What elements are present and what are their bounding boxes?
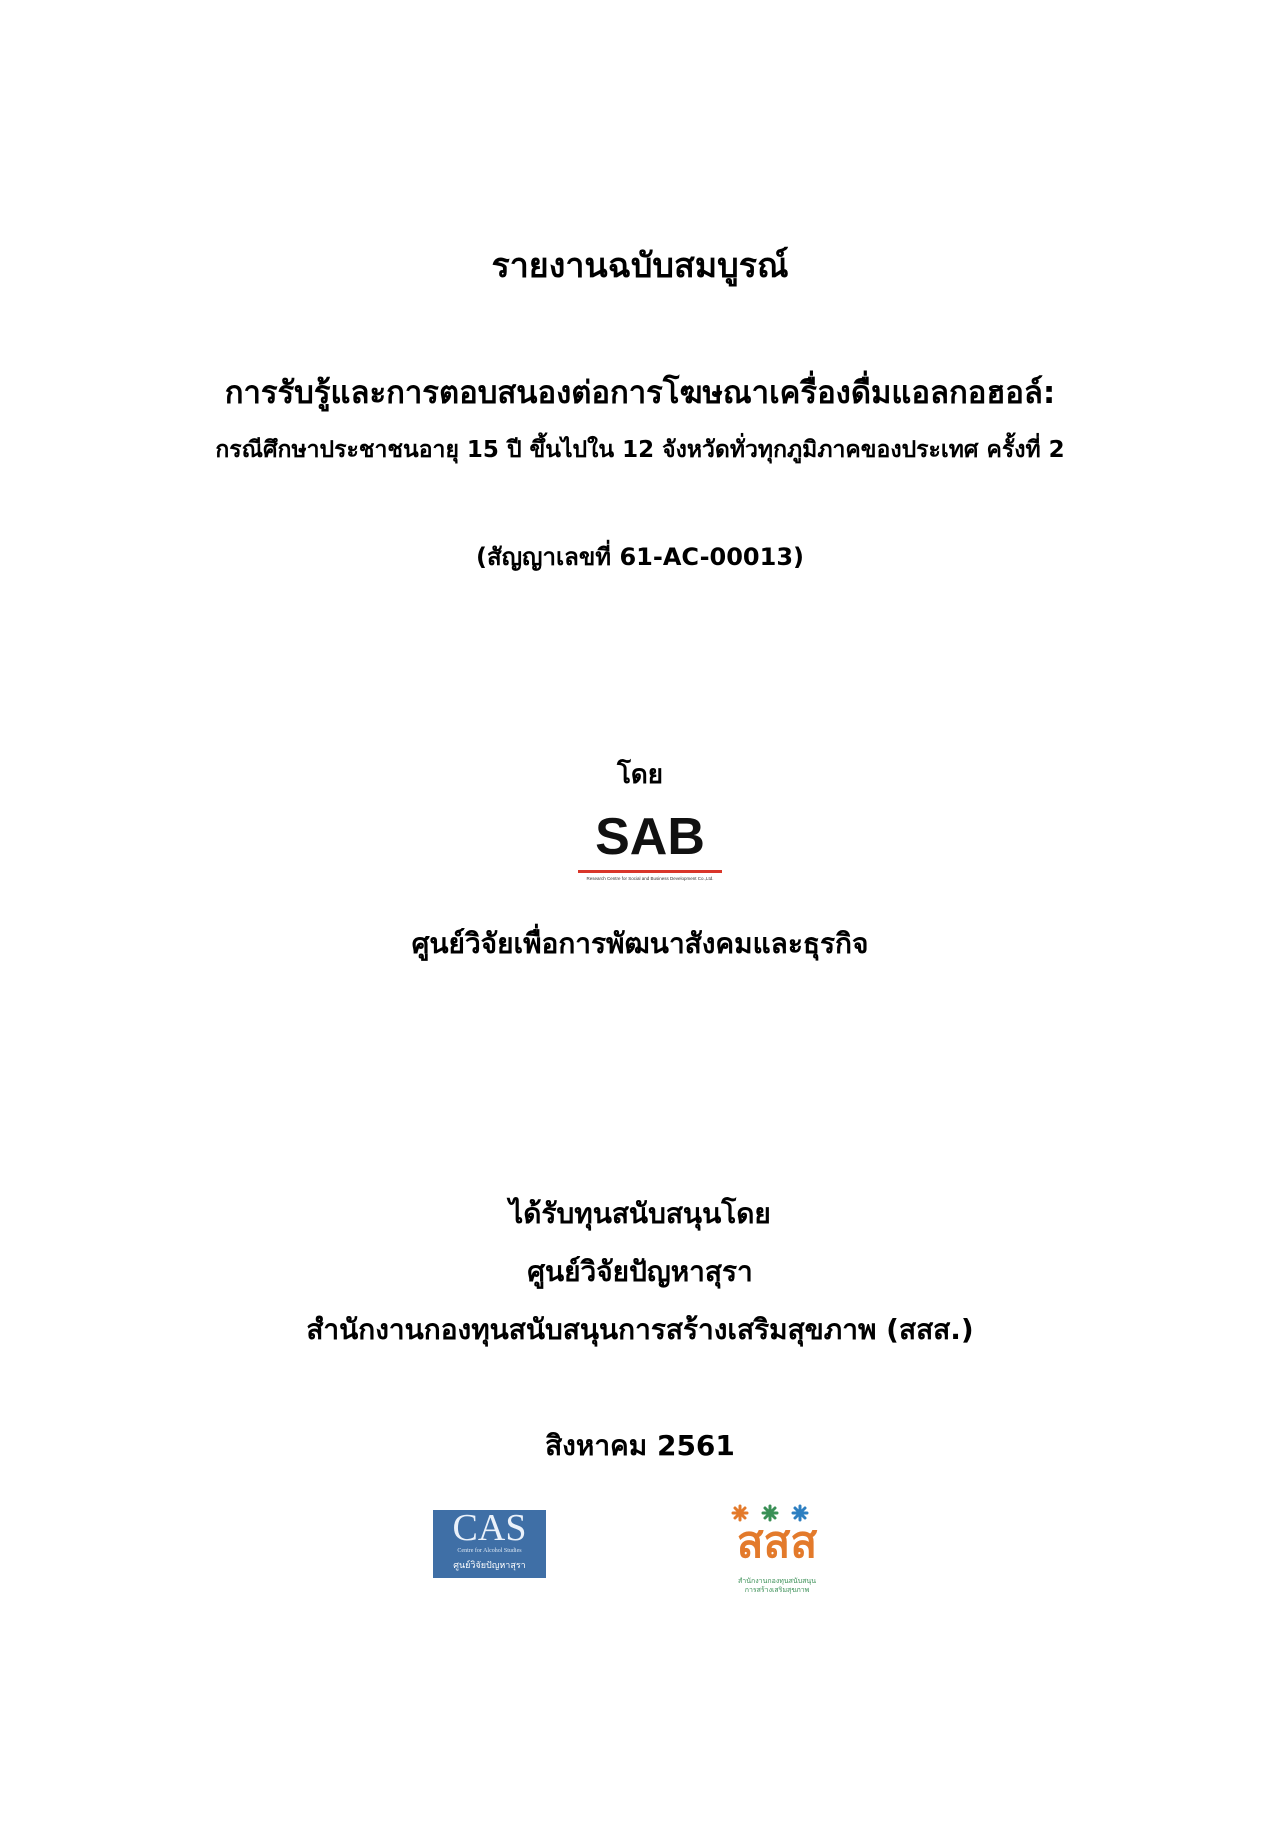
sab-logo-text: SAB (595, 808, 705, 866)
thaihealth-logo-sub-2: การสร้างเสริมสุขภาพ (744, 1586, 810, 1594)
funder-cas: ศูนย์วิจัยปัญหาสุรา (527, 1255, 753, 1288)
thaihealth-logo-text: สสส (736, 1517, 818, 1568)
by-label: โดย (616, 760, 664, 790)
sab-logo-rule (578, 870, 722, 873)
cas-logo-tagline: Centre for Alcohol Studies (457, 1548, 522, 1554)
report-date: สิงหาคม 2561 (545, 1429, 735, 1462)
cas-logo-thai: ศูนย์วิจัยปัญหาสุรา (453, 1561, 526, 1571)
report-subtitle: กรณีศึกษาประชาชนอายุ 15 ปี ขึ้นไปใน 12 จังหวัดทั่วทุกภูมิภาคของประเทศ ครั้งที่ 2 (215, 437, 1065, 463)
thaihealth-logo-sub-1: สำนักงานกองทุนสนับสนุน (738, 1577, 816, 1585)
cas-logo-text: CAS (452, 1510, 527, 1549)
sab-logo-tagline: Research Centre for Social and Business Development Co.,Ltd. (586, 876, 714, 881)
organization-name: ศูนย์วิจัยเพื่อการพัฒนาสังคมและธุรกิจ (411, 927, 869, 960)
sab-logo (560, 808, 740, 884)
contract-number: (สัญญาเลขที่ 61-AC-00013) (475, 543, 804, 571)
report-type-heading: รายงานฉบับสมบูรณ์ (491, 246, 789, 286)
cas-logo (433, 1510, 546, 1578)
funder-thaihealth: สำนักงานกองทุนสนับสนุนการสร้างเสริมสุขภาพ (สสส.) (306, 1313, 974, 1346)
thaihealth-logo (722, 1502, 832, 1594)
funded-by-label: ได้รับทุนสนับสนุนโดย (509, 1197, 771, 1230)
report-title: การรับรู้และการตอบสนองต่อการโฆษณาเครื่องดื่มแอลกอฮอล์: (224, 375, 1056, 411)
